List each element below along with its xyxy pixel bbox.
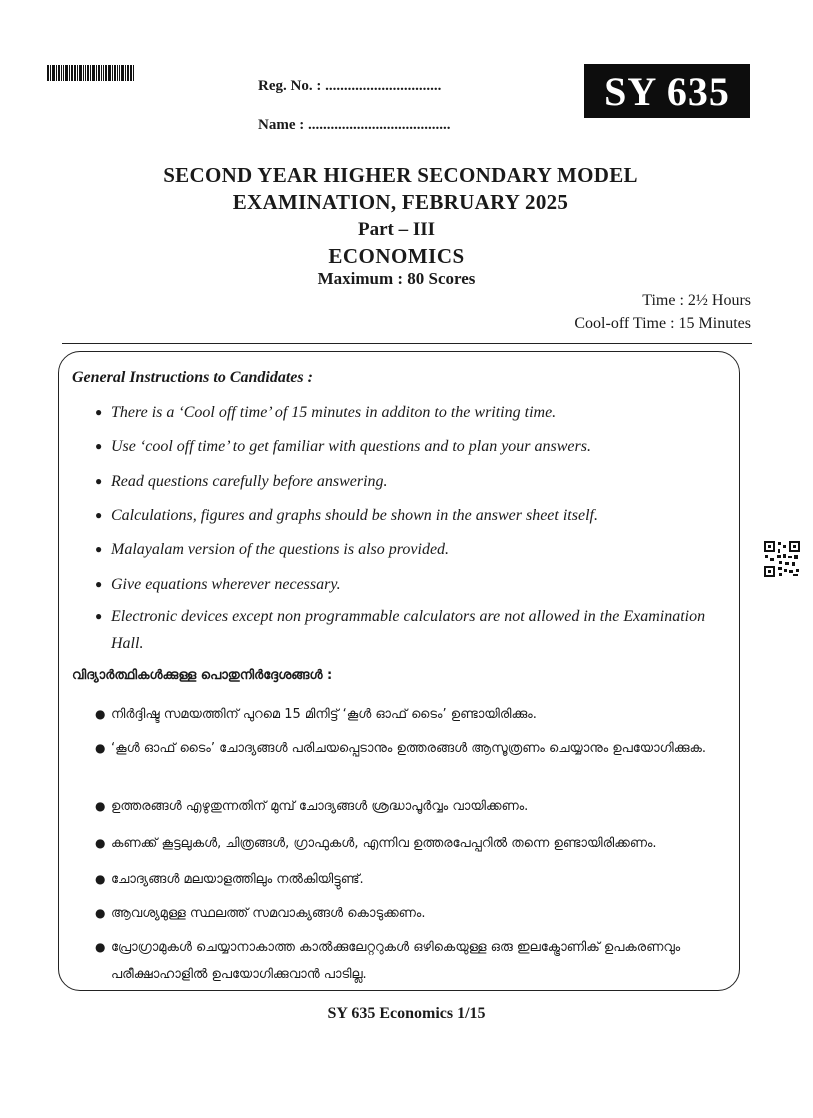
malayalam-instruction-text: പ്രോഗ്രാമുകൾ ചെയ്യാനാകാത്ത കാൽക്കുലേറ്ററുകൾ ഒഴികെയുള്ള ഒരു ഇലക്ട്രോണിക് ഉപകരണവും പരീക്ഷാഹാളിൽ ഉപയോഗിക്കുവാൻ പാടില്ല. <box>111 940 681 982</box>
instruction-text: Read questions carefully before answering. <box>111 473 388 490</box>
bullet-icon: ● <box>95 474 103 488</box>
cool-off-time: Cool-off Time : 15 Minutes <box>574 315 751 332</box>
malayalam-instruction-item <box>95 934 735 988</box>
malayalam-instruction-text: ആവശ്യമുള്ള സ്ഥലത്ത് സമവാക്യങ്ങൾ കൊടുക്കണം. <box>111 906 426 921</box>
reg-no-line: Reg. No. : ............................... <box>258 78 442 94</box>
bullet-icon: ● <box>95 439 103 453</box>
instruction-item <box>95 571 715 598</box>
instruction-text: Use ‘cool off time’ to get familiar with questions and to plan your answers. <box>111 438 591 455</box>
instruction-text: Calculations, figures and graphs should be shown in the answer sheet itself. <box>111 507 598 524</box>
bullet-icon: ● <box>95 741 106 755</box>
page-footer: SY 635 Economics 1/15 <box>327 1005 486 1022</box>
bullet-icon: ● <box>95 799 106 813</box>
bullet-icon: ● <box>95 906 106 920</box>
instructions-title: General Instructions to Candidates : <box>72 369 313 386</box>
malayalam-instruction-text: കണക്ക് കൂട്ടലുകൾ, ചിത്രങ്ങൾ, ഗ്രാഫുകൾ, എന്നിവ ഉത്തരപേപ്പറിൽ തന്നെ ഉണ്ടായിരിക്കണം. <box>111 836 657 851</box>
bullet-icon: ● <box>95 707 106 721</box>
instruction-item <box>95 399 715 426</box>
bullet-icon: ● <box>95 542 103 556</box>
bullet-icon: ● <box>95 872 106 886</box>
bullet-icon: ● <box>95 405 103 419</box>
instruction-text: Electronic devices except non programmable calculators are not allowed in the Examination Hall. <box>111 608 706 652</box>
barcode <box>47 65 155 81</box>
malayalam-instruction-item <box>95 900 735 927</box>
divider <box>62 343 752 344</box>
instruction-item <box>95 603 715 657</box>
name-line: Name : ...................................... <box>258 117 451 133</box>
malayalam-instructions-title: വിദ്യാർത്ഥികൾക്കുള്ള പൊതുനിർദ്ദേശങ്ങൾ : <box>72 668 333 683</box>
malayalam-instruction-item <box>95 793 735 820</box>
instruction-item <box>95 468 715 495</box>
maximum-scores: Maximum : 80 Scores <box>317 269 476 288</box>
malayalam-instruction-item <box>95 866 735 893</box>
exam-subject: ECONOMICS <box>328 244 465 268</box>
exam-code: SY 635 <box>604 68 730 114</box>
exam-code-box <box>584 64 750 118</box>
instruction-text: Give equations wherever necessary. <box>111 576 341 593</box>
exam-title-line1: SECOND YEAR HIGHER SECONDARY MODEL <box>163 163 638 187</box>
bullet-icon: ● <box>95 940 106 954</box>
malayalam-instruction-text: ചോദ്യങ്ങൾ മലയാളത്തിലും നൽകിയിട്ടുണ്ട്. <box>111 872 364 887</box>
instruction-text: Malayalam version of the questions is also provided. <box>111 541 450 558</box>
malayalam-instruction-item <box>95 830 735 857</box>
bullet-icon: ● <box>95 508 103 522</box>
bullet-icon: ● <box>95 577 103 591</box>
exam-title-line2: EXAMINATION, FEBRUARY 2025 <box>232 190 569 214</box>
exam-part: Part – III <box>357 219 436 240</box>
time-allowed: Time : 2½ Hours <box>642 292 751 309</box>
malayalam-instruction-text: നിർദ്ദിഷ്ട സമയത്തിന് പുറമെ 15 മിനിട്ട് ‘കൂൾ ഓഫ് ടൈം’ ഉണ്ടായിരിക്കും. <box>111 707 537 722</box>
instruction-text: There is a ‘Cool off time’ of 15 minutes in additon to the writing time. <box>111 404 557 421</box>
instruction-item <box>95 502 715 529</box>
malayalam-instruction-text: ഉത്തരങ്ങൾ എഴുതുന്നതിന് മുമ്പ് ചോദ്യങ്ങൾ ശ്രദ്ധാപൂർവ്വം വായിക്കണം. <box>111 799 529 814</box>
qr-code-icon <box>763 540 801 578</box>
instruction-item <box>95 536 715 563</box>
malayalam-instruction-text: ‘കൂൾ ഓഫ് ടൈം’ ചോദ്യങ്ങൾ പരിചയപ്പെടാനും ഉത്തരങ്ങൾ ആസൂത്രണം ചെയ്യാനും ഉപയോഗിക്കുക. <box>111 741 707 756</box>
bullet-icon: ● <box>95 609 103 623</box>
instruction-item <box>95 433 715 460</box>
bullet-icon: ● <box>95 836 106 850</box>
malayalam-instruction-item <box>95 735 735 762</box>
malayalam-instruction-item <box>95 701 735 728</box>
